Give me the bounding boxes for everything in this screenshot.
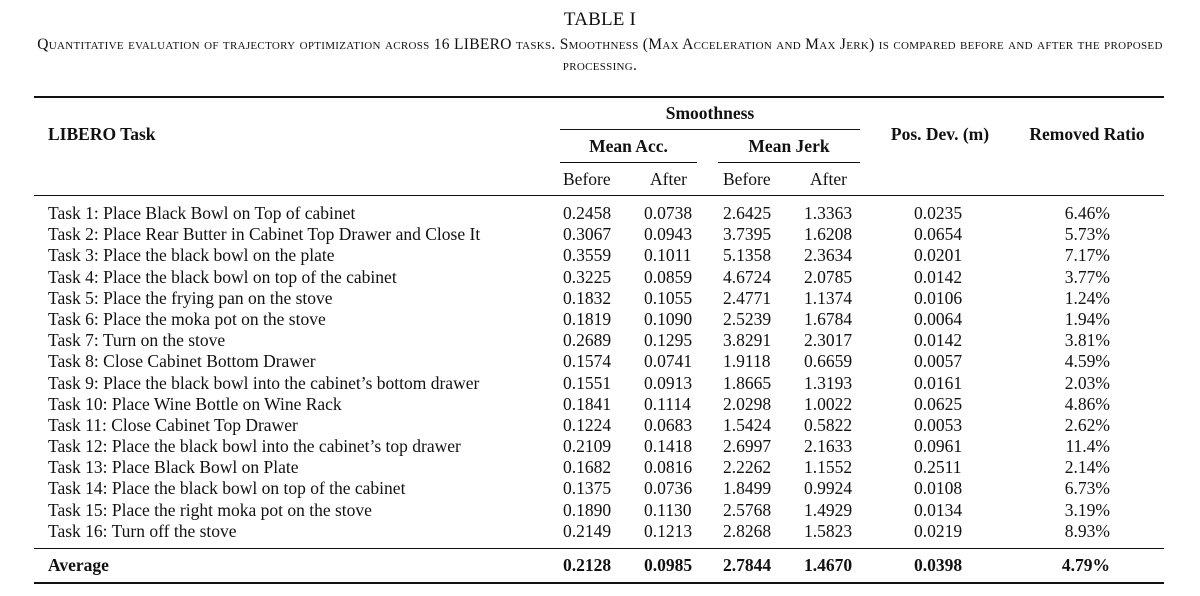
jerk-after-cell: 0.6659 xyxy=(804,351,853,372)
acc-after-cell: 0.1055 xyxy=(644,287,693,308)
header-mean-acc: Mean Acc. xyxy=(589,136,668,156)
task-cell: Task 2: Place Rear Butter in Cabinet Top Drawer and Close It xyxy=(48,224,481,245)
removed-cell: 7.17% xyxy=(1064,245,1110,266)
jerk-before-cell: 2.5239 xyxy=(723,308,772,329)
acc-before-cell: 0.1224 xyxy=(563,414,612,435)
task-cell: Task 4: Place the black bowl on top of the cabinet xyxy=(48,266,397,287)
acc-after-cell: 0.0736 xyxy=(644,478,693,499)
table-caption: Quantitative evaluation of trajectory optimization across 16 LIBERO tasks. Smoothness (Max Acceleration and Max Jerk) is compared before and after the proposed processing. xyxy=(37,36,1163,74)
acc-before-cell: 0.1551 xyxy=(563,372,612,393)
pos-dev-cell: 0.0961 xyxy=(914,436,963,457)
removed-cell: 6.73% xyxy=(1064,478,1110,499)
jerk-before-column xyxy=(723,203,771,542)
removed-cell: 1.94% xyxy=(1064,308,1110,329)
header-pos-dev: Pos. Dev. (m) xyxy=(890,124,990,144)
pos-dev-cell: 0.2511 xyxy=(914,457,962,478)
acc-before-cell: 0.1841 xyxy=(563,393,612,414)
jerk-before-cell: 3.7395 xyxy=(723,224,772,245)
task-cell: Task 5: Place the frying pan on the stove xyxy=(48,287,333,308)
pos-dev-cell: 0.0161 xyxy=(914,372,963,393)
header-smoothness: Smoothness xyxy=(665,103,755,123)
jerk-before-cell: 2.5768 xyxy=(723,499,772,520)
jerk-after-cell: 2.3634 xyxy=(804,245,853,266)
mean-acc-rule xyxy=(560,162,697,163)
table-label: TABLE I xyxy=(563,9,637,30)
acc-after-cell: 0.0943 xyxy=(644,224,693,245)
removed-cell: 11.4% xyxy=(1065,436,1110,457)
average-removed: 4.79% xyxy=(1061,555,1110,575)
jerk-before-cell: 4.6724 xyxy=(723,266,772,287)
acc-after-cell: 0.0816 xyxy=(644,457,693,478)
removed-cell: 5.73% xyxy=(1064,224,1110,245)
removed-cell: 4.86% xyxy=(1064,393,1110,414)
removed-cell: 3.81% xyxy=(1064,330,1110,351)
jerk-after-cell: 0.9924 xyxy=(804,478,853,499)
average-label: Average xyxy=(48,555,109,575)
task-cell: Task 13: Place Black Bowl on Plate xyxy=(48,457,299,478)
pos-dev-cell: 0.0064 xyxy=(914,308,963,329)
jerk-before-cell: 1.9118 xyxy=(723,351,771,372)
task-cell: Task 6: Place the moka pot on the stove xyxy=(48,308,326,329)
pos-dev-cell: 0.0142 xyxy=(914,330,963,351)
jerk-after-cell: 1.6208 xyxy=(804,224,853,245)
task-cell: Task 15: Place the right moka pot on the stove xyxy=(48,499,372,520)
acc-before-cell: 0.2458 xyxy=(563,203,612,223)
jerk-after-cell: 1.1374 xyxy=(804,287,853,308)
removed-cell: 2.14% xyxy=(1064,457,1110,478)
header-removed-ratio: Removed Ratio xyxy=(1029,124,1145,144)
jerk-after-cell: 1.4929 xyxy=(804,499,853,520)
jerk-after-cell: 0.5822 xyxy=(804,414,853,435)
task-cell: Task 3: Place the black bowl on the plate xyxy=(48,245,335,266)
acc-before-cell: 0.3067 xyxy=(563,224,612,245)
jerk-after-cell: 1.3193 xyxy=(804,372,853,393)
acc-after-cell: 0.1011 xyxy=(644,245,692,266)
jerk-before-cell: 2.4771 xyxy=(723,287,772,308)
pos-dev-cell: 0.0235 xyxy=(914,203,963,223)
removed-cell: 6.46% xyxy=(1064,203,1110,223)
mean-jerk-rule xyxy=(718,162,860,163)
acc-before-cell: 0.1375 xyxy=(563,478,612,499)
removed-cell: 3.77% xyxy=(1064,266,1110,287)
average-rule xyxy=(34,548,1164,549)
pos-dev-cell: 0.0625 xyxy=(914,393,963,414)
jerk-before-cell: 1.8499 xyxy=(723,478,772,499)
removed-cell: 3.19% xyxy=(1064,499,1110,520)
jerk-after-cell: 2.1633 xyxy=(804,436,853,457)
task-cell: Task 12: Place the black bowl into the cabinet’s top drawer xyxy=(48,436,461,457)
average-acc-before: 0.2128 xyxy=(563,555,612,575)
task-cell: Task 10: Place Wine Bottle on Wine Rack xyxy=(48,393,342,414)
task-column xyxy=(48,203,480,542)
header-rule xyxy=(34,195,1164,196)
task-cell: Task 1: Place Black Bowl on Top of cabinet xyxy=(48,203,356,223)
average-jerk-before: 2.7844 xyxy=(723,555,772,575)
jerk-before-cell: 1.8665 xyxy=(723,372,772,393)
pos-dev-cell: 0.0106 xyxy=(914,287,963,308)
header-task: LIBERO Task xyxy=(48,124,156,144)
removed-cell: 2.62% xyxy=(1064,414,1110,435)
removed-cell: 8.93% xyxy=(1064,520,1110,541)
average-pos-dev: 0.0398 xyxy=(914,555,963,575)
acc-before-cell: 0.3225 xyxy=(563,266,612,287)
acc-after-cell: 0.0741 xyxy=(644,351,693,372)
jerk-before-cell: 2.6997 xyxy=(723,436,772,457)
acc-after-cell: 0.1130 xyxy=(644,499,692,520)
header-acc-after: After xyxy=(650,169,687,189)
acc-before-column xyxy=(563,203,611,542)
acc-before-cell: 0.1819 xyxy=(563,308,612,329)
acc-after-cell: 0.0859 xyxy=(644,266,693,287)
acc-after-column xyxy=(644,203,692,542)
task-cell: Task 11: Close Cabinet Top Drawer xyxy=(48,414,298,435)
acc-after-cell: 0.1213 xyxy=(644,520,693,541)
jerk-before-cell: 5.1358 xyxy=(723,245,772,266)
pos-dev-cell: 0.0134 xyxy=(914,499,963,520)
pos-dev-cell: 0.0057 xyxy=(914,351,963,372)
bottom-rule xyxy=(34,582,1164,584)
jerk-after-cell: 1.5823 xyxy=(804,520,853,541)
jerk-after-cell: 2.3017 xyxy=(804,330,853,351)
acc-before-cell: 0.2689 xyxy=(563,330,612,351)
acc-after-cell: 0.1114 xyxy=(644,393,691,414)
task-cell: Task 16: Turn off the stove xyxy=(48,520,237,541)
header-mean-jerk: Mean Jerk xyxy=(748,136,830,156)
header-acc-before: Before xyxy=(563,169,611,189)
jerk-after-column xyxy=(804,203,852,542)
pos-dev-cell: 0.0219 xyxy=(914,520,963,541)
average-jerk-after: 1.4670 xyxy=(804,555,853,575)
jerk-before-cell: 3.8291 xyxy=(723,330,772,351)
acc-before-cell: 0.1682 xyxy=(563,457,612,478)
acc-after-cell: 0.0738 xyxy=(644,203,693,223)
jerk-after-cell: 1.6784 xyxy=(804,308,853,329)
acc-after-cell: 0.0913 xyxy=(644,372,693,393)
task-cell: Task 8: Close Cabinet Bottom Drawer xyxy=(48,351,316,372)
task-cell: Task 9: Place the black bowl into the cabinet’s bottom drawer xyxy=(48,372,480,393)
jerk-before-cell: 2.8268 xyxy=(723,520,772,541)
acc-after-cell: 0.1090 xyxy=(644,308,693,329)
acc-before-cell: 0.1832 xyxy=(563,287,612,308)
jerk-before-cell: 1.5424 xyxy=(723,414,772,435)
removed-cell: 4.59% xyxy=(1064,351,1110,372)
pos-dev-cell: 0.0142 xyxy=(914,266,963,287)
removed-column xyxy=(1040,203,1110,542)
acc-after-cell: 0.1418 xyxy=(644,436,693,457)
pos-dev-cell: 0.0654 xyxy=(914,224,963,245)
header-jerk-after: After xyxy=(810,169,847,189)
removed-cell: 1.24% xyxy=(1064,287,1110,308)
task-cell: Task 14: Place the black bowl on top of the cabinet xyxy=(48,478,406,499)
jerk-after-cell: 2.0785 xyxy=(804,266,853,287)
jerk-before-cell: 2.2262 xyxy=(723,457,772,478)
acc-before-cell: 0.2109 xyxy=(563,436,612,457)
average-acc-after: 0.0985 xyxy=(644,555,693,575)
jerk-after-cell: 1.0022 xyxy=(804,393,853,414)
acc-after-cell: 0.0683 xyxy=(644,414,693,435)
pos-dev-column xyxy=(914,203,962,542)
removed-cell: 2.03% xyxy=(1064,372,1110,393)
top-rule xyxy=(34,96,1164,98)
pos-dev-cell: 0.0108 xyxy=(914,478,963,499)
task-cell: Task 7: Turn on the stove xyxy=(48,330,226,351)
smoothness-rule xyxy=(560,129,860,130)
jerk-after-cell: 1.3363 xyxy=(804,203,853,223)
jerk-before-cell: 2.0298 xyxy=(723,393,772,414)
jerk-before-cell: 2.6425 xyxy=(723,203,772,223)
acc-before-cell: 0.3559 xyxy=(563,245,612,266)
acc-before-cell: 0.1890 xyxy=(563,499,612,520)
pos-dev-cell: 0.0053 xyxy=(914,414,963,435)
acc-before-cell: 0.2149 xyxy=(563,520,612,541)
acc-before-cell: 0.1574 xyxy=(563,351,612,372)
header-jerk-before: Before xyxy=(723,169,771,189)
acc-after-cell: 0.1295 xyxy=(644,330,693,351)
jerk-after-cell: 1.1552 xyxy=(804,457,853,478)
pos-dev-cell: 0.0201 xyxy=(914,245,963,266)
